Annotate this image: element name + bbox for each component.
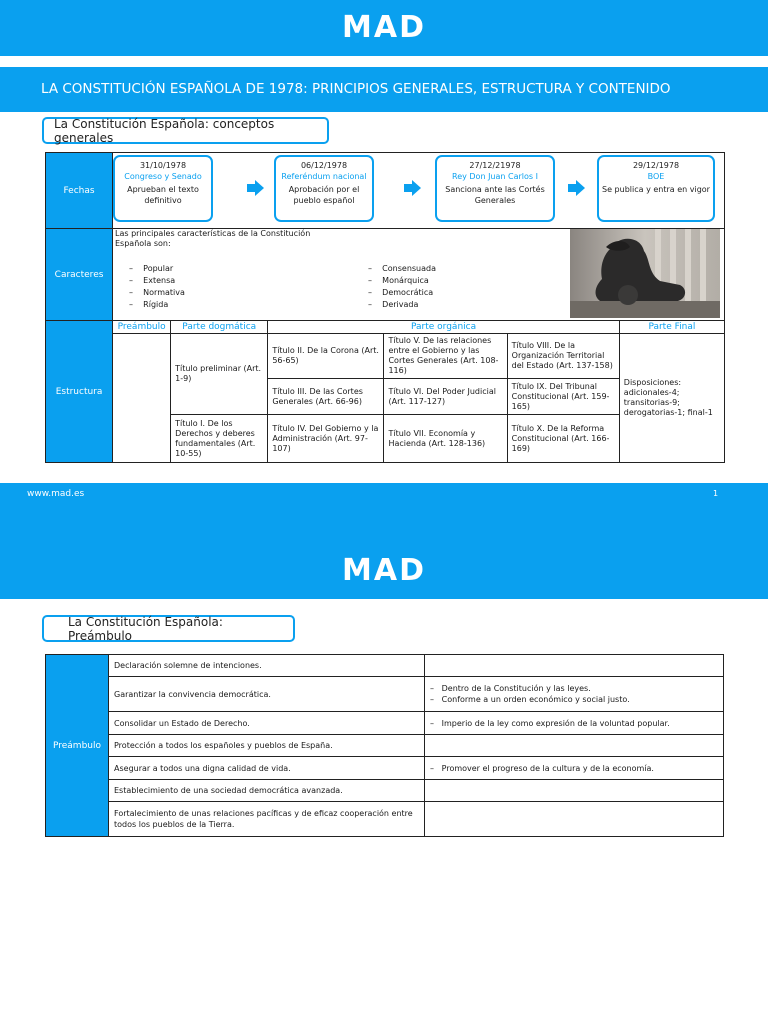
arrow-icon [412, 180, 421, 196]
preambulo-row-left: Establecimiento de una sociedad democrática avanzada. [109, 780, 425, 802]
titulo-9-cell [507, 379, 619, 415]
arrow-icon [255, 180, 264, 196]
titulo-10: Título X. De la Reforma Constitucional (Art. 166-169) [511, 423, 610, 453]
timeline-step-2 [274, 155, 374, 222]
preambulo-row-right [425, 677, 724, 712]
titulo-4: Título IV. Del Gobierno y la Administración (Art. 97-107) [272, 423, 379, 453]
timeline-date: 31/10/1978 [139, 161, 187, 170]
list-item: – Rígida [129, 300, 169, 309]
timeline-desc: Aprueban el texto definitivo [127, 185, 199, 205]
timeline-date: 27/12/21978 [469, 161, 521, 170]
titulo-1: Título I. De los Derechos y deberes fundamentales (Art. 10-55) [175, 418, 256, 458]
arrow-icon [247, 184, 255, 192]
section-preambulo [42, 615, 295, 642]
titulo-4-cell [268, 415, 384, 463]
list-item: – Promover el progreso de la cultura y de la economía. [430, 763, 654, 773]
header-parte-dogmatica: Parte dogmática [171, 321, 268, 334]
disposiciones: Disposiciones: adicionales-4; transitorias-9; derogatorias-1; final-1 [623, 378, 713, 417]
arrow-icon [404, 184, 412, 192]
titulo-2: Título II. De la Corona (Art. 56-65) [272, 346, 379, 365]
header-preambulo: Preámbulo [113, 321, 171, 334]
caracteres-list-right [368, 263, 436, 311]
timeline-body: Rey Don Juan Carlos I [452, 172, 538, 181]
list-item: – Consensuada [368, 264, 437, 273]
titulo-3: Título III. De las Cortes Generales (Art. 66-96) [272, 386, 363, 406]
preambulo-empty-cell [113, 334, 171, 463]
titulo-6: Título VI. Del Poder Judicial (Art. 117-127) [388, 386, 496, 406]
titulo-preliminar-cell [171, 334, 268, 415]
timeline-desc: Sanciona ante las Cortés Generales [445, 185, 545, 205]
timeline-body: Congreso y Senado [124, 172, 202, 181]
titulo-7-cell [384, 415, 507, 463]
list-item: – Derivada [368, 300, 419, 309]
list-item: – Conforme a un orden económico y social justo. [430, 695, 630, 704]
preambulo-row-left: Consolidar un Estado de Derecho. [109, 712, 425, 735]
caracteres-intro: Las principales características de la Constitución Española son: [115, 229, 311, 248]
section-title: La Constitución Española: Preámbulo [68, 614, 223, 643]
preambulo-row-right [425, 655, 724, 677]
lion-statue-image [570, 229, 720, 318]
preambulo-table [45, 654, 724, 836]
mad-logo: MAD [342, 10, 426, 45]
timeline-body: Referéndum nacional [281, 172, 367, 181]
page-number: 1 [713, 489, 719, 498]
titulo-9: Título IX. Del Tribunal Constitucional (Art. 159-165) [511, 381, 610, 411]
timeline-body: BOE [647, 172, 665, 181]
list-item: – Extensa [129, 276, 176, 285]
label-caracteres: Caracteres [46, 229, 113, 321]
arrow-icon [576, 180, 585, 196]
list-item: – Imperio de la ley como expresión de la voluntad popular. [430, 718, 670, 728]
preambulo-row-left: Declaración solemne de intenciones. [109, 655, 425, 677]
preambulo-row-right [425, 735, 724, 757]
timeline-date: 06/12/1978 [300, 161, 348, 170]
titulo-7: Título VII. Economía y Hacienda (Art. 128-136) [388, 428, 486, 448]
titulo-preliminar: Título preliminar (Art. 1-9) [175, 364, 262, 383]
mad-logo: MAD [342, 553, 426, 588]
titulo-8-cell [507, 334, 619, 379]
section-conceptos-generales [42, 117, 329, 144]
title-bar [0, 67, 768, 112]
preambulo-row-right [425, 712, 724, 735]
arrow-icon [568, 184, 576, 192]
preambulo-row-right [425, 780, 724, 802]
titulo-10-cell [507, 415, 619, 463]
disposiciones-cell [619, 334, 724, 463]
titulo-6-cell [384, 379, 507, 415]
preambulo-row-left: Asegurar a todos una digna calidad de vida. [109, 757, 425, 780]
footer-bar [0, 483, 768, 599]
titulo-1-cell [171, 415, 268, 463]
list-item: – Popular [129, 264, 174, 273]
list-item: – Monárquica [368, 276, 429, 285]
titulo-3-cell [268, 379, 384, 415]
label-preambulo: Preámbulo [46, 655, 109, 837]
top-header-bar [0, 0, 768, 56]
header-parte-final: Parte Final [619, 321, 724, 334]
label-fechas: Fechas [46, 153, 113, 229]
timeline-date: 29/12/1978 [632, 161, 680, 170]
timeline-desc: Se publica y entra en vigor [602, 185, 710, 194]
titulo-5-cell [384, 334, 507, 379]
header-parte-organica: Parte orgánica [268, 321, 619, 334]
page-title: LA CONSTITUCIÓN ESPAÑOLA DE 1978: PRINCIPIOS GENERALES, ESTRUCTURA Y CONTENIDO [41, 81, 671, 97]
list-item: – Democrática [368, 288, 434, 297]
caracteres-list-left [129, 263, 185, 311]
list-item: – Normativa [129, 288, 185, 297]
preambulo-row-right [425, 802, 724, 837]
preambulo-row-left: Protección a todos los españoles y pueblos de España. [109, 735, 425, 757]
preambulo-row-right [425, 757, 724, 780]
timeline-desc: Aprobación por el pueblo español [288, 185, 360, 205]
timeline-step-3 [435, 155, 555, 222]
label-estructura: Estructura [46, 321, 113, 463]
titulo-2-cell [268, 334, 384, 379]
list-item: – Dentro de la Constitución y las leyes. [430, 684, 591, 693]
titulo-5: Título V. De las relaciones entre el Gobierno y las Cortes Generales (Art. 108-116) [388, 336, 499, 375]
preambulo-row-left: Garantizar la convivencia democrática. [109, 677, 425, 712]
preambulo-row-left: Fortalecimiento de unas relaciones pacíficas y de eficaz cooperación entre todos los pueblos de la Tierra. [109, 802, 425, 837]
section-title: La Constitución Española: conceptos generales [54, 116, 275, 145]
titulo-8: Título VIII. De la Organización Territorial del Estado (Art. 137-158) [511, 341, 613, 370]
timeline-step-1 [113, 155, 213, 222]
timeline-step-4 [597, 155, 715, 222]
footer-url[interactable]: www.mad.es [27, 489, 85, 499]
